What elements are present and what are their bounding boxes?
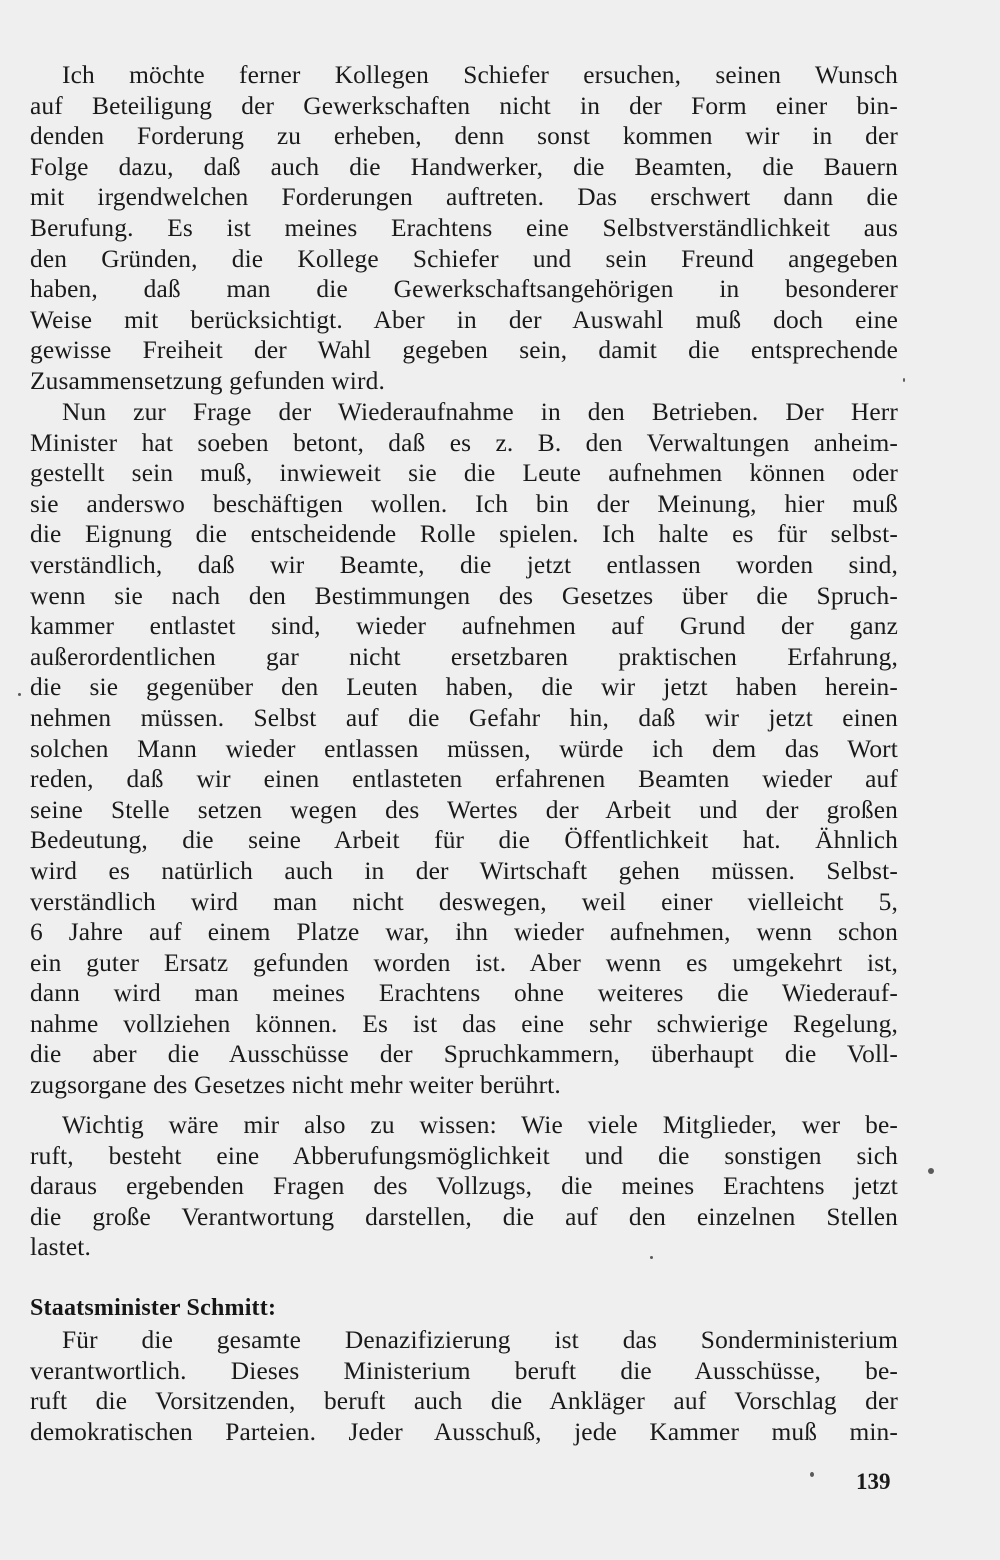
text-line: Weise mit berücksichtigt. Aber in der Auswahl muß doch eine [30, 305, 898, 334]
text-line: verständlich, daß wir Beamte, die jetzt entlassen worden sind, [30, 550, 898, 579]
text-line: die aber die Ausschüsse der Spruchkammern, überhaupt die Voll- [30, 1040, 898, 1069]
text-line: seine Stelle setzen wegen des Wertes der Arbeit und der großen [30, 795, 898, 824]
text-line: zugsorgane des Gesetzes nicht mehr weiter berührt. [30, 1071, 561, 1100]
paper-speck [810, 1472, 814, 1477]
paper-speck [903, 378, 905, 382]
text-line: ruft die Vorsitzenden, beruft auch die Ankläger auf Vorschlag der [30, 1387, 898, 1416]
paragraph-1 [30, 60, 898, 397]
paper-speck [928, 1168, 934, 1174]
paragraph-2 [30, 397, 898, 1101]
text-line: dann wird man meines Erachtens ohne weiteres die Wiederauf- [30, 979, 898, 1008]
text-line: ein guter Ersatz gefunden worden ist. Aber wenn es umgekehrt ist, [30, 948, 898, 977]
text-line: verständlich wird man nicht deswegen, weil einer vielleicht 5, [30, 887, 898, 916]
text-line: Zusammensetzung gefunden wird. [30, 366, 385, 395]
text-line: verantwortlich. Dieses Ministerium beruft die Ausschüsse, be- [30, 1356, 898, 1385]
text-line: nahme vollziehen können. Es ist das eine sehr schwierige Regelung, [30, 1009, 898, 1038]
text-line: daraus ergebenden Fragen des Vollzugs, die meines Erachtens jetzt [30, 1172, 898, 1201]
text-line: reden, daß wir einen entlasteten erfahrenen Beamten wieder auf [30, 765, 898, 794]
text-line: Wichtig wäre mir also zu wissen: Wie viele Mitglieder, wer be- [62, 1111, 898, 1139]
text-line: haben, daß man die Gewerkschaftsangehörigen in besonderer [30, 275, 898, 304]
text-line: mit irgendwelchen Forderungen auftreten. Das erschwert dann die [30, 183, 898, 212]
text-line: Minister hat soeben betont, daß es z. B. den Verwaltungen anheim- [30, 428, 898, 457]
text-line: 6 Jahre auf einem Platze war, ihn wieder aufnehmen, wenn schon [30, 918, 898, 947]
text-line: gewisse Freiheit der Wahl gegeben sein, damit die entsprechende [30, 336, 898, 365]
paper-speck [18, 693, 21, 696]
text-line: Folge dazu, daß auch die Handwerker, die Beamten, die Bauern [30, 152, 898, 181]
text-line: den Gründen, die Kollege Schiefer und sein Freund angegeben [30, 244, 898, 273]
paper-speck [650, 1256, 653, 1259]
text-line: auf Beteiligung der Gewerkschaften nicht in der Form einer bin- [30, 91, 898, 120]
text-line: demokratischen Parteien. Jeder Ausschuß, jede Kammer muß min- [30, 1417, 898, 1446]
speaker-heading: Staatsminister Schmitt: [30, 1295, 277, 1321]
text-line: ruft, besteht eine Abberufungsmöglichkeit und die sonstigen sich [30, 1141, 898, 1170]
text-line: denden Forderung zu erheben, denn sonst kommen wir in der [30, 122, 898, 151]
text-line: die sie gegenüber den Leuten haben, die wir jetzt haben herein- [30, 673, 898, 702]
text-line: Bedeutung, die seine Arbeit für die Öffentlichkeit hat. Ähnlich [30, 826, 898, 855]
paragraph-3 [30, 1110, 898, 1263]
text-line: Für die gesamte Denazifizierung ist das Sonderministerium [62, 1326, 898, 1354]
text-line: lastet. [30, 1233, 91, 1262]
text-line: solchen Mann wieder entlassen müssen, würde ich dem das Wort [30, 734, 898, 763]
text-line: Ich möchte ferner Kollegen Schiefer ersuchen, seinen Wunsch [62, 61, 898, 89]
text-line: wenn sie nach den Bestimmungen des Gesetzes über die Spruch- [30, 581, 898, 610]
text-line: kammer entlastet sind, wieder aufnehmen auf Grund der ganz [30, 612, 898, 641]
page-number: 139 [856, 1469, 891, 1494]
text-line: sie anderswo beschäftigen wollen. Ich bin der Meinung, hier muß [30, 489, 898, 518]
text-line: die Eignung die entscheidende Rolle spielen. Ich halte es für selbst- [30, 520, 898, 549]
text-line: außerordentlichen gar nicht ersetzbaren praktischen Erfahrung, [30, 642, 898, 671]
speech-paragraph [30, 1325, 898, 1447]
text-line: Nun zur Frage der Wiederaufnahme in den Betrieben. Der Herr [62, 398, 898, 426]
text-line: wird es natürlich auch in der Wirtschaft gehen müssen. Selbst- [30, 856, 898, 885]
text-line: Berufung. Es ist meines Erachtens eine Selbstverständlichkeit aus [30, 213, 898, 242]
text-line: die große Verantwortung darstellen, die auf den einzelnen Stellen [30, 1202, 898, 1231]
text-line: nehmen müssen. Selbst auf die Gefahr hin, daß wir jetzt einen [30, 703, 898, 732]
text-line: gestellt sein muß, inwieweit sie die Leute aufnehmen können oder [30, 459, 898, 488]
